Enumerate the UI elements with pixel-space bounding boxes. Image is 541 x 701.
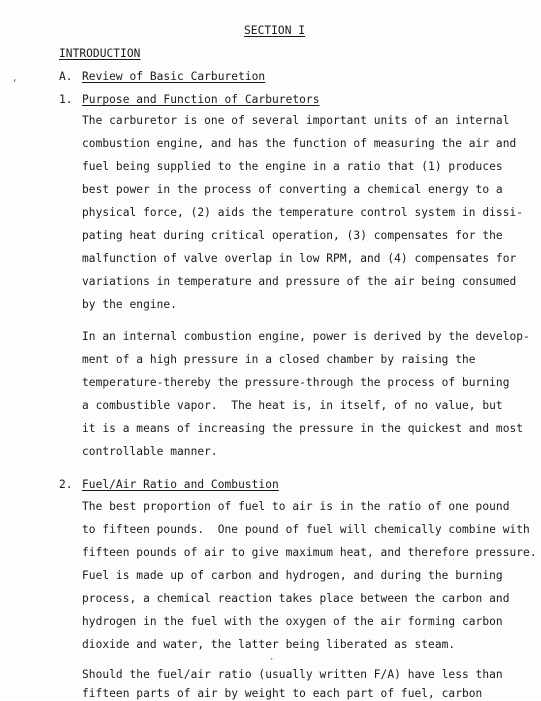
paragraph-line: pating heat during critical operation, (3) compensates for the — [82, 229, 503, 242]
heading-a-label: A. — [59, 70, 73, 83]
paragraph-line: controllable manner. — [82, 445, 218, 458]
paragraph-line: variations in temperature and pressure of the air being consumed — [82, 275, 517, 288]
paragraph-line: temperature-thereby the pressure-through the process of burning — [82, 376, 510, 389]
paragraph-line: ment of a high pressure in a closed chamber by raising the — [82, 353, 476, 366]
heading-a-title: Review of Basic Carburetion — [82, 70, 266, 83]
heading-2-label: 2. — [59, 478, 73, 491]
paragraph-line: it is a means of increasing the pressure in the quickest and most — [82, 422, 524, 435]
paragraph-line: Should the fuel/air ratio (usually written F/A) have less than — [82, 668, 503, 681]
paragraph-line: by the engine. — [82, 298, 177, 311]
paragraph-line: The best proportion of fuel to air is in the ratio of one pound — [82, 500, 510, 513]
paragraph-line: fifteen parts of air by weight to each part of fuel, carbon — [82, 687, 483, 700]
scan-speck: ‘ — [12, 79, 18, 89]
section-title: SECTION I — [244, 24, 306, 37]
paragraph-line: process, a chemical reaction takes place between the carbon and — [82, 592, 510, 605]
paragraph-line: a combustible vapor. The heat is, in itself, of no value, but — [82, 399, 503, 412]
paragraph-line: combustion engine, and has the function of measuring the air and — [82, 137, 517, 150]
paragraph-line: fifteen pounds of air to give maximum heat, and therefore pressure. — [82, 546, 537, 559]
paragraph-line: malfunction of valve overlap in low RPM, and (4) compensates for — [82, 252, 517, 265]
paragraph-line: The carburetor is one of several important units of an internal — [82, 114, 510, 127]
paragraph-line: fuel being supplied to the engine in a ratio that (1) produces — [82, 160, 503, 173]
paragraph-line: dioxide and water, the latter being liberated as steam. — [82, 638, 456, 651]
heading-1-title: Purpose and Function of Carburetors — [82, 93, 320, 106]
paragraph-line: physical force, (2) aids the temperature control system in dissi- — [82, 206, 524, 219]
paragraph-line: to fifteen pounds. One pound of fuel will chemically combine with — [82, 523, 530, 536]
paragraph-line: In an internal combustion engine, power is derived by the develop- — [82, 330, 530, 343]
heading-1-label: 1. — [59, 93, 73, 106]
scan-speck: · — [269, 655, 275, 665]
heading-2-title: Fuel/Air Ratio and Combustion — [82, 478, 279, 491]
heading-introduction: INTRODUCTION — [59, 47, 141, 60]
paragraph-line: Fuel is made up of carbon and hydrogen, and during the burning — [82, 569, 503, 582]
paragraph-line: hydrogen in the fuel with the oxygen of the air forming carbon — [82, 615, 503, 628]
paragraph-line: best power in the process of converting a chemical energy to a — [82, 183, 503, 196]
